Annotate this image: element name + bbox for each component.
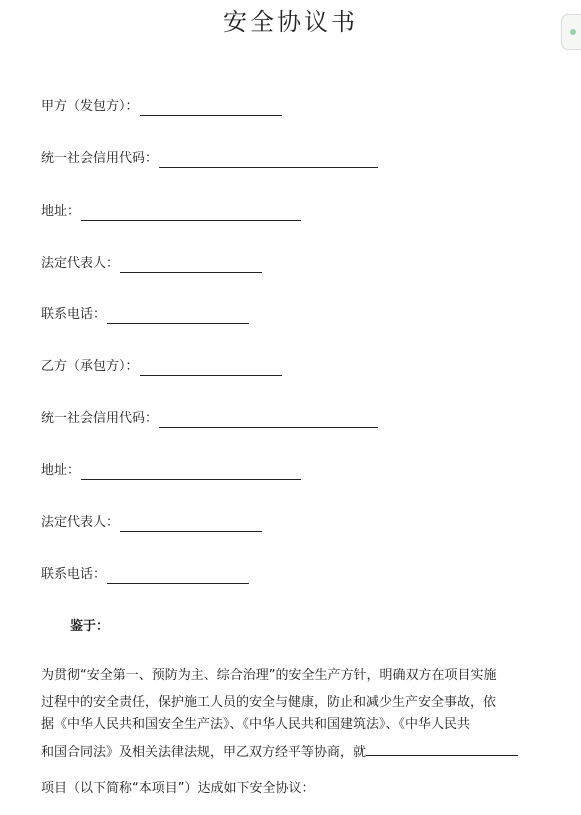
party-b-address-blank[interactable] bbox=[81, 465, 301, 480]
side-panel-tab[interactable] bbox=[561, 14, 581, 50]
party-b-phone-label: 联系电话： bbox=[41, 567, 107, 582]
party-b-rep-field bbox=[41, 514, 262, 532]
party-a-credit-code-label: 统一社会信用代码： bbox=[41, 151, 159, 166]
party-b-phone-field bbox=[41, 566, 249, 584]
party-b-name-blank[interactable] bbox=[140, 361, 282, 376]
party-a-name-field bbox=[41, 98, 282, 116]
party-a-address-field bbox=[41, 203, 301, 221]
party-a-credit-code-field bbox=[41, 150, 378, 168]
party-a-address-label: 地址： bbox=[41, 204, 81, 219]
status-dot-icon bbox=[570, 29, 576, 35]
body-line: 和国合同法》及相关法律法规，甲乙双方经平等协商，就 bbox=[41, 745, 367, 760]
party-b-name-label: 乙方（承包方）： bbox=[41, 359, 139, 374]
body-line-with-blank bbox=[41, 742, 518, 762]
body-line: 据《中华人民共和国安全生产法》、《中华人民共和国建筑法》、《中华人民共 bbox=[41, 717, 471, 732]
party-a-phone-blank[interactable] bbox=[107, 309, 249, 324]
party-a-phone-label: 联系电话： bbox=[41, 307, 107, 322]
party-b-credit-code-label: 统一社会信用代码： bbox=[41, 411, 159, 426]
party-b-rep-label: 法定代表人： bbox=[41, 515, 120, 530]
body-line: 项目（以下简称“本项目”）达成如下安全协议： bbox=[41, 781, 315, 796]
party-a-rep-label: 法定代表人： bbox=[41, 256, 120, 271]
party-b-phone-blank[interactable] bbox=[107, 569, 249, 584]
party-b-address-field bbox=[41, 462, 301, 480]
party-a-name-label: 甲方（发包方）： bbox=[41, 99, 139, 114]
party-b-rep-blank[interactable] bbox=[120, 517, 262, 532]
party-a-address-blank[interactable] bbox=[81, 206, 301, 221]
party-a-credit-code-blank[interactable] bbox=[159, 153, 378, 168]
party-b-credit-code-blank[interactable] bbox=[159, 413, 378, 428]
party-a-phone-field bbox=[41, 306, 249, 324]
party-a-name-blank[interactable] bbox=[140, 101, 282, 116]
party-b-credit-code-field bbox=[41, 410, 378, 428]
party-b-name-field bbox=[41, 358, 282, 376]
party-a-rep-blank[interactable] bbox=[120, 258, 262, 273]
body-line: 为贯彻“安全第一、预防为主、综合治理”的安全生产方针，明确双方在项目实施 bbox=[41, 668, 497, 683]
body-line: 过程中的安全责任，保护施工人员的安全与健康，防止和减少生产安全事故，依 bbox=[41, 695, 497, 710]
project-name-blank[interactable] bbox=[366, 742, 518, 756]
party-b-address-label: 地址： bbox=[41, 463, 81, 478]
document-title: 安全协议书 bbox=[223, 8, 358, 36]
party-a-rep-field bbox=[41, 255, 262, 273]
whereas-heading: 鉴于： bbox=[70, 619, 110, 634]
